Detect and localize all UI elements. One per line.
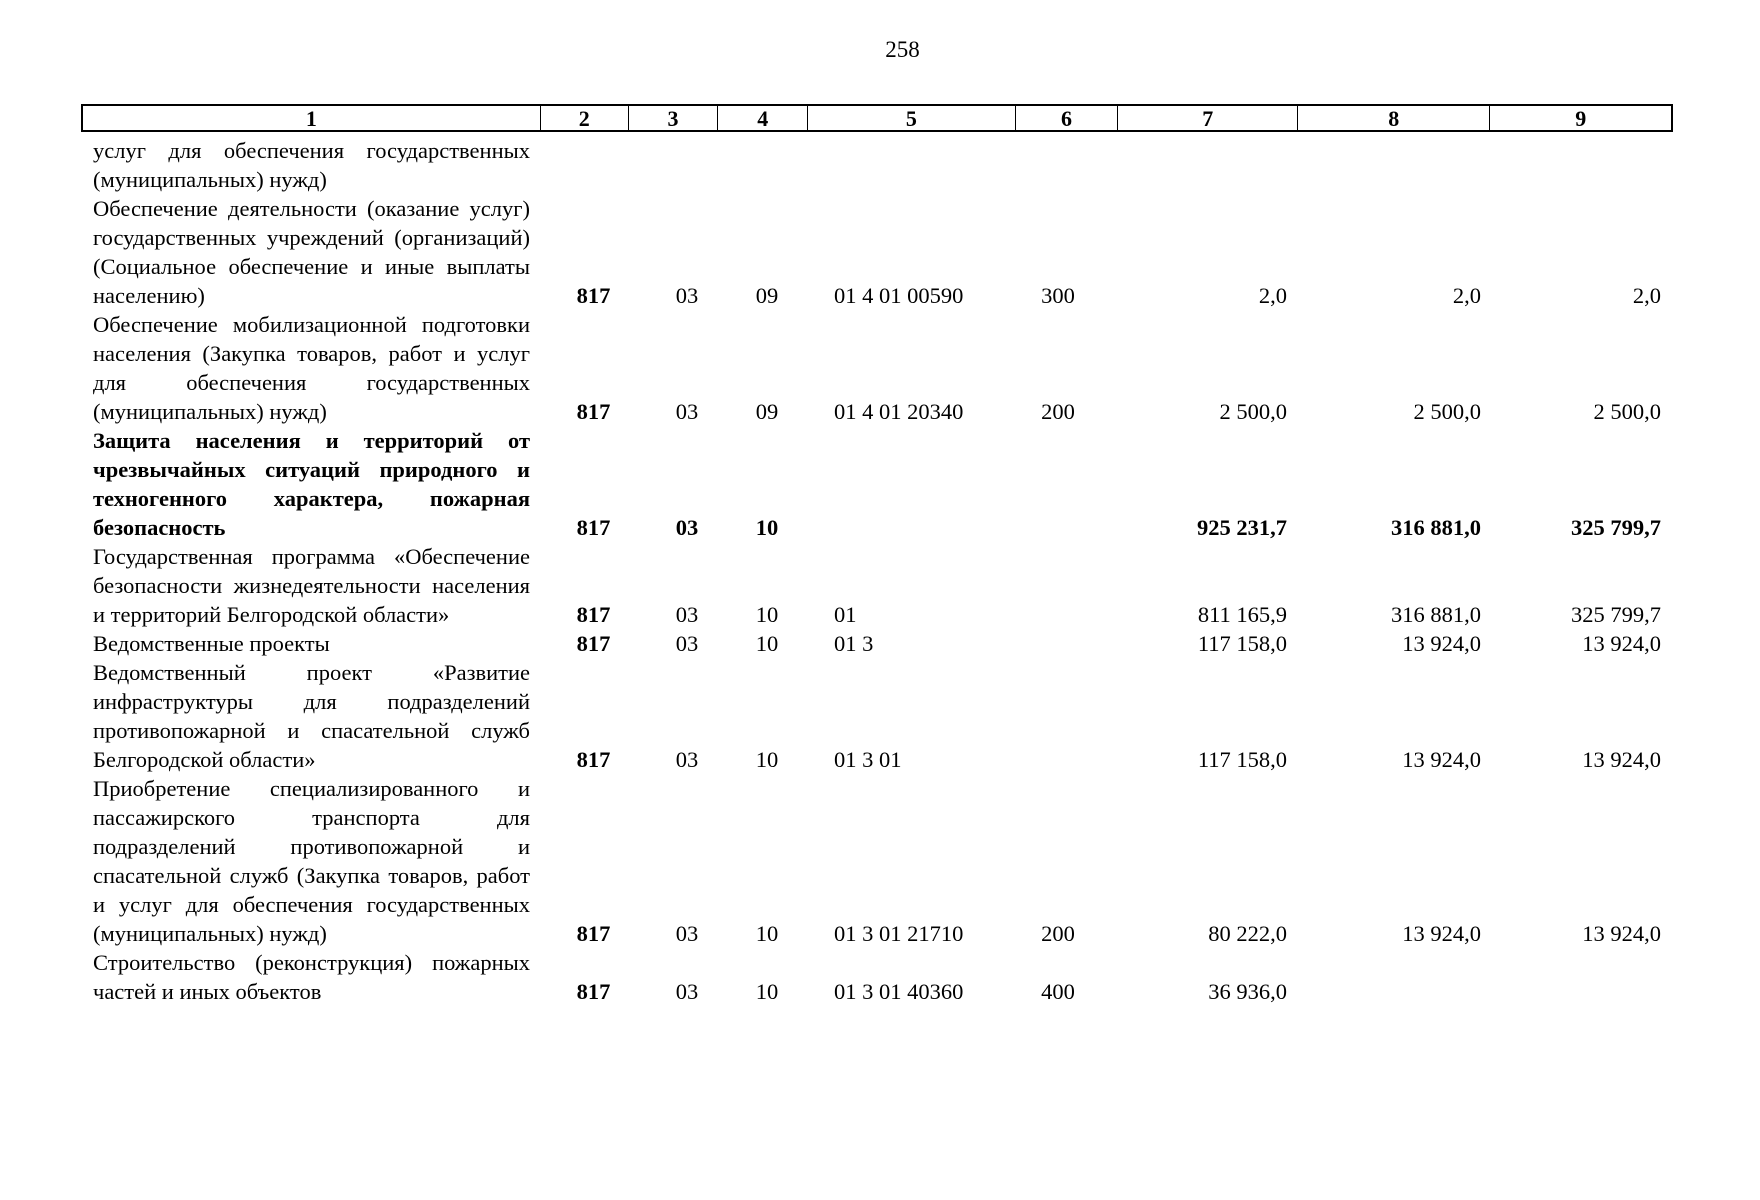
header-col-8: 8: [1298, 106, 1491, 130]
row-section: 03: [675, 747, 699, 772]
row-section: 03: [675, 979, 699, 1004]
row-section: 03: [675, 283, 699, 308]
table-header: [81, 104, 1673, 132]
row-amount-col7: 811 165,9: [1197, 602, 1287, 627]
row-target-article: 01 4 01 20340: [834, 399, 964, 424]
row-expense-type: 300: [1041, 283, 1075, 308]
row-expense-type: 400: [1041, 979, 1075, 1004]
row-amount-col7: 2 500,0: [1219, 399, 1287, 424]
header-col-2: 2: [541, 106, 629, 130]
header-col-7: 7: [1118, 106, 1298, 130]
row-name: Обеспечение деятельности (оказание услуг) государственных учреждений (организаций) (Социальное обеспечение и иные выплаты населению): [93, 196, 530, 308]
row-amount-col8: 316 881,0: [1391, 602, 1481, 627]
row-subsection: 10: [755, 631, 779, 656]
row-amount-col9: 325 799,7: [1571, 515, 1661, 540]
row-amount-col9: 13 924,0: [1582, 747, 1661, 772]
row-amount-col9: 2 500,0: [1593, 399, 1661, 424]
page-number: 258: [885, 37, 920, 62]
row-amount-col7: 80 222,0: [1208, 921, 1287, 946]
row-section: 03: [675, 602, 699, 627]
row-grbs: 817: [576, 602, 611, 627]
row-target-article: 01: [834, 602, 857, 627]
table-row: [93, 658, 1673, 774]
row-subsection: 10: [755, 747, 779, 772]
row-amount-col9: 13 924,0: [1582, 631, 1661, 656]
row-target-article: 01 3 01 21710: [834, 921, 964, 946]
row-name: услуг для обеспечения государственных (муниципальных) нужд): [93, 138, 530, 192]
row-amount-col7: 36 936,0: [1208, 979, 1287, 1004]
row-amount-col8: 13 924,0: [1402, 631, 1481, 656]
table-row: [93, 948, 1673, 1006]
row-amount-col7: 2,0: [1258, 283, 1287, 308]
row-section: 03: [675, 921, 699, 946]
row-section: 03: [675, 399, 699, 424]
row-amount-col8: 2 500,0: [1413, 399, 1481, 424]
row-subsection: 10: [755, 979, 779, 1004]
row-amount-col9: 13 924,0: [1582, 921, 1661, 946]
row-name: Приобретение специализированного и пассажирского транспорта для подразделений противопожарной и спасательной служб (Закупка товаров, работ и услуг для обеспечения государственных (муниципальных) нужд): [93, 776, 530, 946]
row-amount-col9: 325 799,7: [1571, 602, 1661, 627]
header-col-5: 5: [808, 106, 1015, 130]
row-expense-type: 200: [1041, 921, 1075, 946]
row-name: Обеспечение мобилизационной подготовки населения (Закупка товаров, работ и услуг для обеспечения государственных (муниципальных) нужд): [93, 312, 530, 424]
row-subsection: 10: [755, 602, 779, 627]
row-name: Ведомственные проекты: [93, 631, 330, 656]
row-name: Строительство (реконструкция) пожарных частей и иных объектов: [93, 950, 530, 1004]
row-amount-col7: 925 231,7: [1197, 515, 1287, 540]
row-subsection: 10: [755, 515, 779, 540]
row-grbs: 817: [576, 747, 611, 772]
table-row: [93, 194, 1673, 310]
row-subsection: 09: [755, 283, 779, 308]
row-amount-col9: 2,0: [1632, 283, 1661, 308]
header-col-3: 3: [629, 106, 719, 130]
row-grbs: 817: [576, 515, 611, 540]
row-amount-col8: 13 924,0: [1402, 921, 1481, 946]
row-target-article: 01 3 01: [834, 747, 902, 772]
row-grbs: 817: [576, 283, 611, 308]
row-amount-col7: 117 158,0: [1197, 747, 1287, 772]
row-name: Государственная программа «Обеспечение безопасности жизнедеятельности населения и территорий Белгородской области»: [93, 544, 530, 627]
header-col-1: 1: [83, 106, 541, 130]
row-name: Защита населения и территорий от чрезвычайных ситуаций природного и техногенного характера, пожарная безопасность: [93, 428, 530, 540]
table-body: [93, 136, 1673, 1006]
table-row: [93, 136, 1673, 194]
table-row: [93, 310, 1673, 426]
row-amount-col8: 316 881,0: [1391, 515, 1481, 540]
row-grbs: 817: [576, 399, 611, 424]
header-col-6: 6: [1016, 106, 1119, 130]
row-grbs: 817: [576, 921, 611, 946]
table-row: [93, 629, 1673, 658]
row-amount-col8: 2,0: [1452, 283, 1481, 308]
header-col-4: 4: [718, 106, 808, 130]
row-section: 03: [675, 631, 699, 656]
header-col-9: 9: [1575, 106, 1587, 131]
row-grbs: 817: [576, 979, 611, 1004]
row-name: Ведомственный проект «Развитие инфраструктуры для подразделений противопожарной и спасательной служб Белгородской области»: [93, 660, 530, 772]
row-target-article: 01 3 01 40360: [834, 979, 964, 1004]
row-expense-type: 200: [1041, 399, 1075, 424]
row-subsection: 10: [755, 921, 779, 946]
table-row: [93, 542, 1673, 629]
row-target-article: 01 4 01 00590: [834, 283, 964, 308]
row-subsection: 09: [755, 399, 779, 424]
row-amount-col8: 13 924,0: [1402, 747, 1481, 772]
table-row: [93, 426, 1673, 542]
row-amount-col7: 117 158,0: [1197, 631, 1287, 656]
row-grbs: 817: [576, 631, 611, 656]
row-target-article: 01 3: [834, 631, 874, 656]
row-section: 03: [675, 515, 699, 540]
table-row: [93, 774, 1673, 948]
